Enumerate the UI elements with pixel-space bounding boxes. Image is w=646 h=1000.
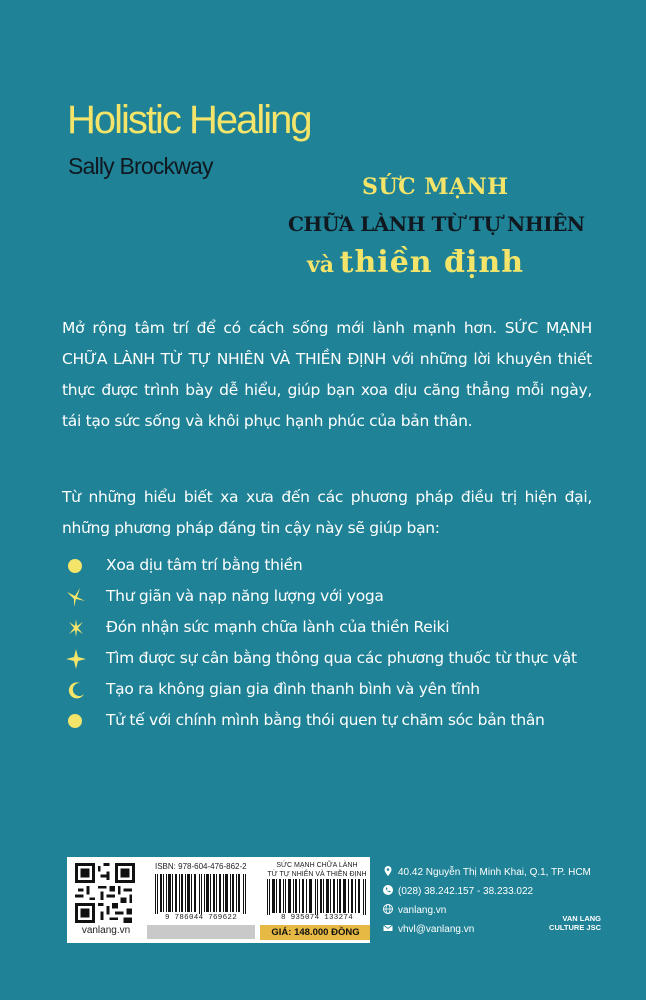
list-item-text: Đón nhận sức mạnh chữa lành của thiền Reiki — [106, 618, 450, 636]
small-book-title-line2: TỪ TỰ NHIÊN VÀ THIỀN ĐỊNH — [267, 871, 367, 878]
full-moon-icon — [66, 556, 86, 576]
benefit-list — [64, 550, 594, 736]
product-barcode-number: 8 935074 133274 — [280, 914, 353, 922]
qr-code — [75, 863, 135, 923]
sparkle-icon — [66, 618, 86, 638]
small-book-title — [265, 861, 369, 879]
globe-icon — [383, 904, 393, 914]
list-item — [64, 705, 594, 736]
publisher-logo — [545, 914, 601, 932]
price-tag: GIÁ: 148.000 ĐỒNG — [260, 925, 371, 940]
email-text: vhvl@vanlang.vn — [398, 924, 475, 935]
list-item-text: Tạo ra không gian gia đình thanh bình và yên tĩnh — [106, 680, 480, 698]
website-row — [383, 904, 446, 918]
publisher-contact-panel — [370, 857, 604, 943]
phone-icon — [383, 885, 393, 895]
phone-text: (028) 38.242.157 - 38.233.022 — [398, 886, 534, 897]
full-moon-icon — [66, 711, 86, 731]
list-item-text: Thư giãn và nạp năng lượng với yoga — [106, 587, 384, 605]
gray-strip — [147, 925, 255, 939]
phone-row — [383, 885, 533, 899]
vietnamese-title-conjunction: và — [307, 252, 335, 278]
qr-code-label: vanlang.vn — [81, 925, 131, 936]
english-title: Holistic Healing — [67, 98, 311, 142]
description-paragraph-1: Mở rộng tâm trí để có cách sống mới lành mạnh hơn. SỨC MẠNH CHỮA LÀNH TỪ TỰ NHIÊN VÀ THIỀN ĐỊNH với những lời khuyên thiết thực được trình bày dễ hiểu, giúp bạn xoa dịu căng thẳng mỗi ngày, tái tạo sức sống và khôi phục hạnh phúc của bản thân. — [62, 319, 592, 430]
list-item — [64, 612, 594, 643]
author-name: Sally Brockway — [68, 153, 213, 179]
product-barcode — [265, 879, 369, 915]
list-item — [64, 550, 594, 581]
location-pin-icon — [383, 866, 393, 876]
email-icon — [383, 923, 393, 933]
vietnamese-title-line2: CHỮA LÀNH TỪ TỰ NHIÊN — [288, 212, 585, 236]
list-item-text: Xoa dịu tâm trí bằng thiền — [106, 556, 303, 574]
isbn-barcode-number: 9 786044 769622 — [164, 914, 237, 922]
email-row — [383, 923, 474, 937]
small-book-title-line1: SỨC MẠNH CHỮA LÀNH — [276, 862, 358, 869]
vietnamese-title-highlight: thiền định — [339, 245, 525, 280]
publisher-logo-line1: VAN LANG — [562, 914, 601, 923]
publisher-logo-line2: CULTURE JSC — [549, 923, 601, 932]
address-row — [383, 866, 591, 880]
list-item-text: Tìm được sự cân bằng thông qua các phương thuốc từ thực vật — [106, 649, 577, 667]
description-paragraph-2: Từ những hiểu biết xa xưa đến các phương pháp điều trị hiện đại, những phương pháp đáng tin cậy này sẽ giúp bạn: — [62, 488, 592, 537]
address-text: 40.42 Nguyễn Thị Minh Khai, Q.1, TP. HCM — [398, 867, 591, 878]
publisher-footer — [67, 857, 604, 943]
shooting-star-icon — [66, 587, 86, 607]
vietnamese-title-line1: SỨC MẠNH — [362, 174, 509, 200]
website-text: vanlang.vn — [398, 905, 447, 916]
crescent-moon-icon — [66, 680, 86, 700]
four-point-star-icon — [66, 649, 86, 669]
vietnamese-title-line3 — [307, 245, 524, 280]
list-item-text: Tử tế với chính mình bằng thói quen tự chăm sóc bản thân — [106, 711, 545, 729]
list-item — [64, 581, 594, 612]
list-item — [64, 674, 594, 705]
list-item — [64, 643, 594, 674]
isbn-barcode — [153, 874, 249, 914]
isbn-number: ISBN: 978-604-476-862-2 — [155, 862, 247, 871]
